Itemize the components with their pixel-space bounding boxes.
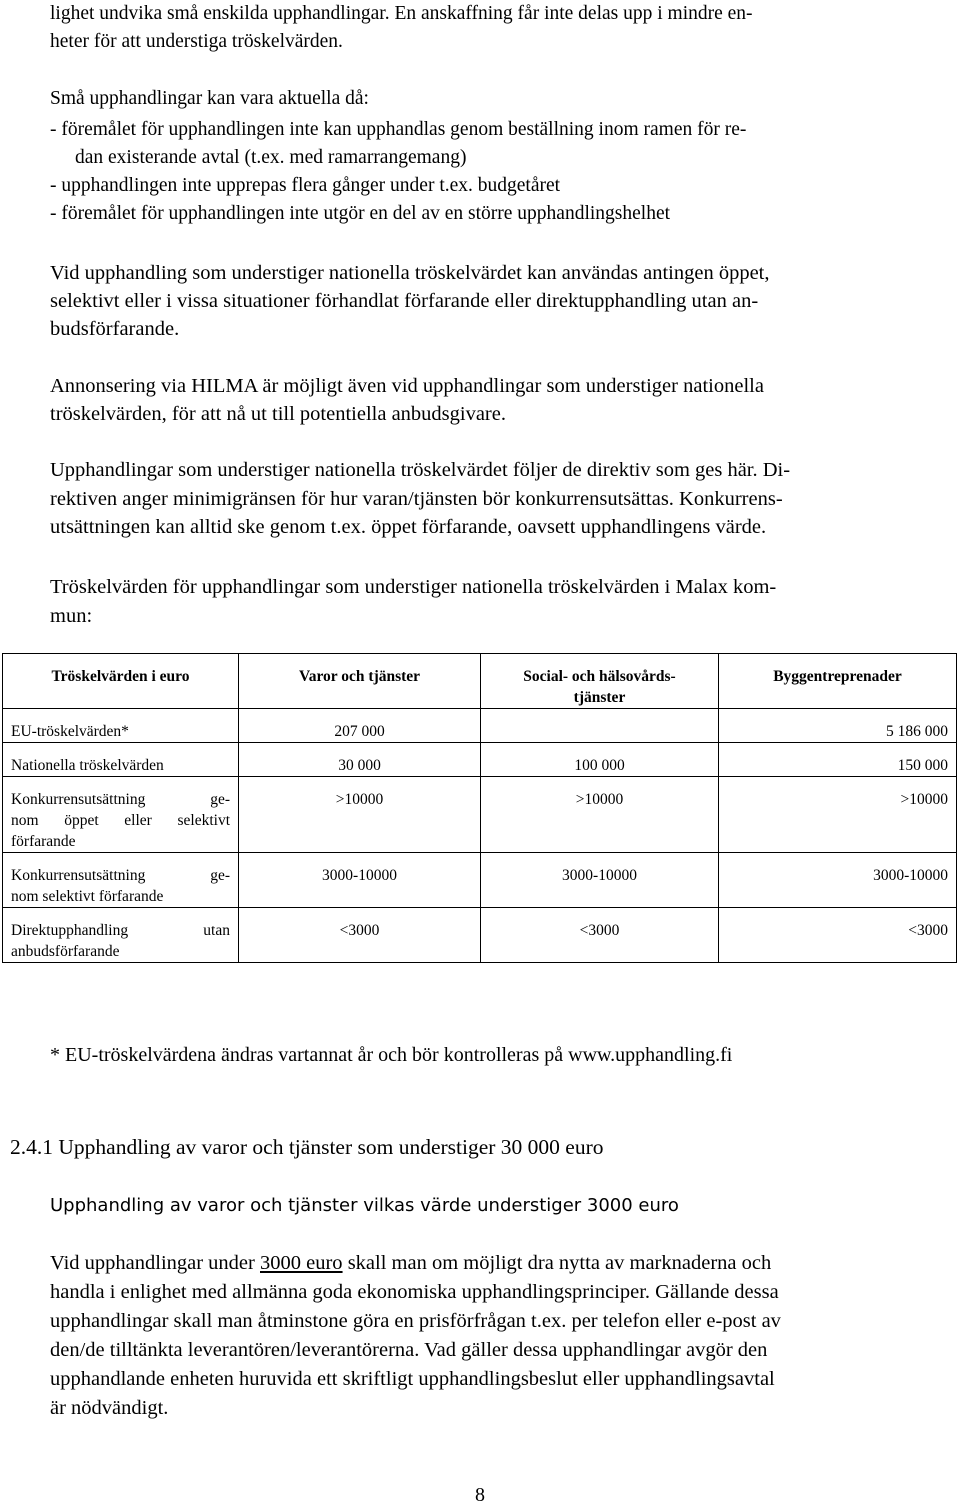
row-label-line-2: nom öppet eller selektivt <box>11 812 230 829</box>
section-para-line-1 <box>50 1249 771 1277</box>
para-hilma-line-1: Annonsering via HILMA är möjligt även vid upphandlingar som understiger nationella <box>50 375 764 397</box>
table-row <box>3 789 957 853</box>
bullet-2: - upphandlingen inte upprepas flera gånger under t.ex. budgetåret <box>50 175 561 196</box>
threshold-table <box>2 653 957 963</box>
section-para-line-4: den/de tilltänkta leverantören/leverantörerna. Vad gäller dessa upphandlingar avgör den <box>50 1339 768 1361</box>
row-label-line-3: förfarande <box>11 833 76 850</box>
table-row <box>3 920 957 963</box>
section-para-line-2: handla i enlighet med allmänna goda ekonomiska upphandlingsprinciper. Gällande dessa <box>50 1281 779 1303</box>
bullet-1-line-a: - föremålet för upphandlingen inte kan upphandlas genom beställning inom ramen för re- <box>50 119 747 140</box>
intro-line-2: heter för att understiga tröskelvärden. <box>50 31 343 52</box>
para-malax-line-1: Tröskelvärden för upphandlingar som understiger nationella tröskelvärden i Malax kom- <box>50 576 777 598</box>
row-label-line-1: Konkurrensutsättning ge- <box>11 791 230 808</box>
bullet-1-line-b: dan existerande avtal (t.ex. med ramarrangemang) <box>75 147 467 168</box>
table-rule <box>3 777 957 790</box>
cell-construction: <3000 <box>719 920 957 963</box>
header-social-health <box>481 666 719 709</box>
intro-line-1: lighet undvika små enskilda upphandlingar. En anskaffning får inte delas upp i mindre en- <box>50 3 753 24</box>
header-goods-services: Varor och tjänster <box>239 666 481 709</box>
row-label-line-2: nom selektivt förfarande <box>11 888 164 905</box>
table-rule <box>3 908 957 921</box>
row-label <box>3 865 239 908</box>
table-footnote: * EU-tröskelvärdena ändras vartannat år och bör kontrolleras på www.upphandling.fi <box>50 1044 733 1066</box>
para-direktiv-line-3: utsättningen kan alltid ske genom t.ex. öppet förfarande, oavsett upphandlingens värde. <box>50 516 767 538</box>
cell-construction: 5 186 000 <box>719 721 957 743</box>
row-label-line-1: Konkurrensutsättning ge- <box>11 867 230 884</box>
section-para-line-6: är nödvändigt. <box>50 1397 169 1419</box>
section-heading: 2.4.1 Upphandling av varor och tjänster som understiger 30 000 euro <box>10 1135 604 1159</box>
table-row <box>3 755 957 777</box>
table-row <box>3 721 957 743</box>
cell-social <box>481 721 719 743</box>
section-para-text: Vid upphandlingar under <box>50 1252 260 1274</box>
row-label: EU-tröskelvärden* <box>3 721 239 743</box>
bullet-3: - föremålet för upphandlingen inte utgör en del av en större upphandlingshelhet <box>50 203 671 224</box>
para-direktiv-line-2: rektiven anger minimigränsen för hur varan/tjänsten bör konkurrensutsättas. Konkurrens- <box>50 488 783 510</box>
section-subheading: Upphandling av varor och tjänster vilkas värde understiger 3000 euro <box>50 1195 679 1216</box>
para-direktiv-line-1: Upphandlingar som understiger nationella tröskelvärdet följer de direktiv som ges här. Di- <box>50 459 791 481</box>
section-para-line-3: upphandlingar skall man åtminstone göra en prisförfrågan t.ex. per telefon eller e-post av <box>50 1310 781 1332</box>
para-hilma-line-2: tröskelvärden, för att nå ut till potentiella anbudsgivare. <box>50 403 506 425</box>
table-row <box>3 865 957 908</box>
cell-construction: >10000 <box>719 789 957 853</box>
cell-social: 3000-10000 <box>481 865 719 908</box>
row-label <box>3 789 239 853</box>
small-procurement-title: Små upphandlingar kan vara aktuella då: <box>50 88 369 109</box>
row-label <box>3 920 239 963</box>
table-header-row <box>3 666 957 709</box>
cell-construction: 3000-10000 <box>719 865 957 908</box>
para-vid-line-1: Vid upphandling som understiger nationella tröskelvärdet kan användas antingen öppet, <box>50 262 770 284</box>
cell-goods: 3000-10000 <box>239 865 481 908</box>
header-construction: Byggentreprenader <box>719 666 957 709</box>
cell-construction: 150 000 <box>719 755 957 777</box>
cell-goods: >10000 <box>239 789 481 853</box>
cell-goods: 207 000 <box>239 721 481 743</box>
section-para-underlined-amount: 3000 euro <box>260 1252 343 1274</box>
table-top-rule <box>3 654 957 667</box>
cell-social: <3000 <box>481 920 719 963</box>
row-label-line-1: Direktupphandling utan <box>11 922 230 939</box>
row-label-line-2: anbudsförfarande <box>11 943 120 960</box>
table-rule <box>3 709 957 722</box>
cell-social: 100 000 <box>481 755 719 777</box>
section-para-text: skall man om möjligt dra nytta av marknaderna och <box>342 1252 772 1274</box>
para-vid-line-3: budsförfarande. <box>50 318 180 340</box>
section-para-line-5: upphandlande enheten huruvida ett skriftligt upphandlingsbeslut eller upphandlingsavtal <box>50 1368 775 1390</box>
table-rule <box>3 853 957 866</box>
page-number: 8 <box>475 1484 485 1506</box>
header-social-health-line-2: tjänster <box>573 689 626 706</box>
cell-social: >10000 <box>481 789 719 853</box>
cell-goods: 30 000 <box>239 755 481 777</box>
header-threshold: Tröskelvärden i euro <box>3 666 239 709</box>
row-label: Nationella tröskelvärden <box>3 755 239 777</box>
header-social-health-line-1: Social- och hälsovårds- <box>523 668 676 685</box>
cell-goods: <3000 <box>239 920 481 963</box>
para-malax-line-2: mun: <box>50 605 93 627</box>
table-rule <box>3 743 957 756</box>
para-vid-line-2: selektivt eller i vissa situationer förhandlat förfarande eller direktupphandling utan an- <box>50 290 759 312</box>
